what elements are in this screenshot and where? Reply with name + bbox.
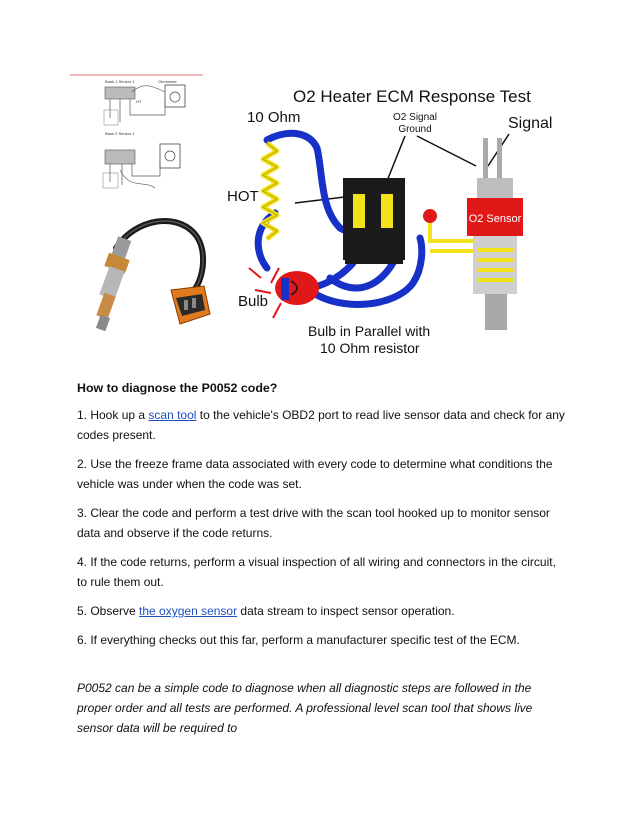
step-1-text: 1. Hook up a	[77, 408, 149, 422]
o2-heater-test-diagram	[225, 78, 560, 360]
step-5	[77, 601, 567, 621]
step-5-text: 5. Observe	[77, 604, 140, 618]
diagram-title: O2 Heater ECM Response Test	[293, 87, 531, 106]
diagram-label-parallel-1: Bulb in Parallel with	[308, 323, 431, 339]
closing-paragraph: P0052 can be a simple code to diagnose when all diagnostic steps are followed in the proper order and all tests are performed. A professional level scan tool that shows live sensor data will be required to	[77, 681, 533, 735]
diagram-label-o2-sensor: O2 Sensor	[468, 213, 522, 225]
oxygen-sensor-image	[76, 208, 226, 358]
step-3: 3. Clear the code and perform a test drive with the scan tool hooked up to monitor sensor data and observe if the code returns.	[77, 506, 550, 540]
schematic-label-bank2: Bank 2 Sensor 1	[105, 131, 135, 136]
diagram-label-signal-ground-1: O2 Signal	[393, 112, 437, 123]
diagram-label-signal: Signal	[508, 115, 553, 132]
article-heading: How to diagnose the P0052 code?	[77, 381, 278, 395]
step-1	[77, 405, 567, 445]
schematic-label-bank1: Bank 1 Sensor 1	[105, 79, 135, 84]
step-6: 6. If everything checks out this far, perform a manufacturer specific test of the ECM.	[77, 633, 520, 647]
article	[77, 380, 567, 747]
schematic-ht-label: HT	[136, 99, 142, 104]
step-2: 2. Use the freeze frame data associated with every code to determine what conditions the vehicle was under when the code was set.	[77, 457, 553, 491]
oxygen-sensor-link[interactable]: the oxygen sensor	[139, 604, 238, 618]
scan-tool-link[interactable]: scan tool	[148, 408, 197, 422]
diagram-label-parallel-2: 10 Ohm resistor	[320, 340, 420, 356]
wiring-schematic-image	[70, 70, 205, 205]
diagram-label-10-ohm: 10 Ohm	[247, 109, 301, 126]
step-4: 4. If the code returns, perform a visual inspection of all wiring and connectors in the circuit, to rule them out.	[77, 555, 556, 589]
schematic-meter-label: Ohmmeter	[158, 79, 177, 84]
step-1-text-rest: to the vehicle's OBD2 port to read live sensor data and check for any codes present.	[77, 408, 565, 442]
diagram-label-bulb: Bulb	[238, 293, 269, 310]
ecm-connector	[343, 178, 405, 264]
step-5-text-rest: data stream to inspect sensor operation.	[237, 604, 455, 618]
diagram-label-hot: HOT	[227, 188, 259, 205]
diagram-label-signal-ground-2: Ground	[398, 124, 432, 135]
